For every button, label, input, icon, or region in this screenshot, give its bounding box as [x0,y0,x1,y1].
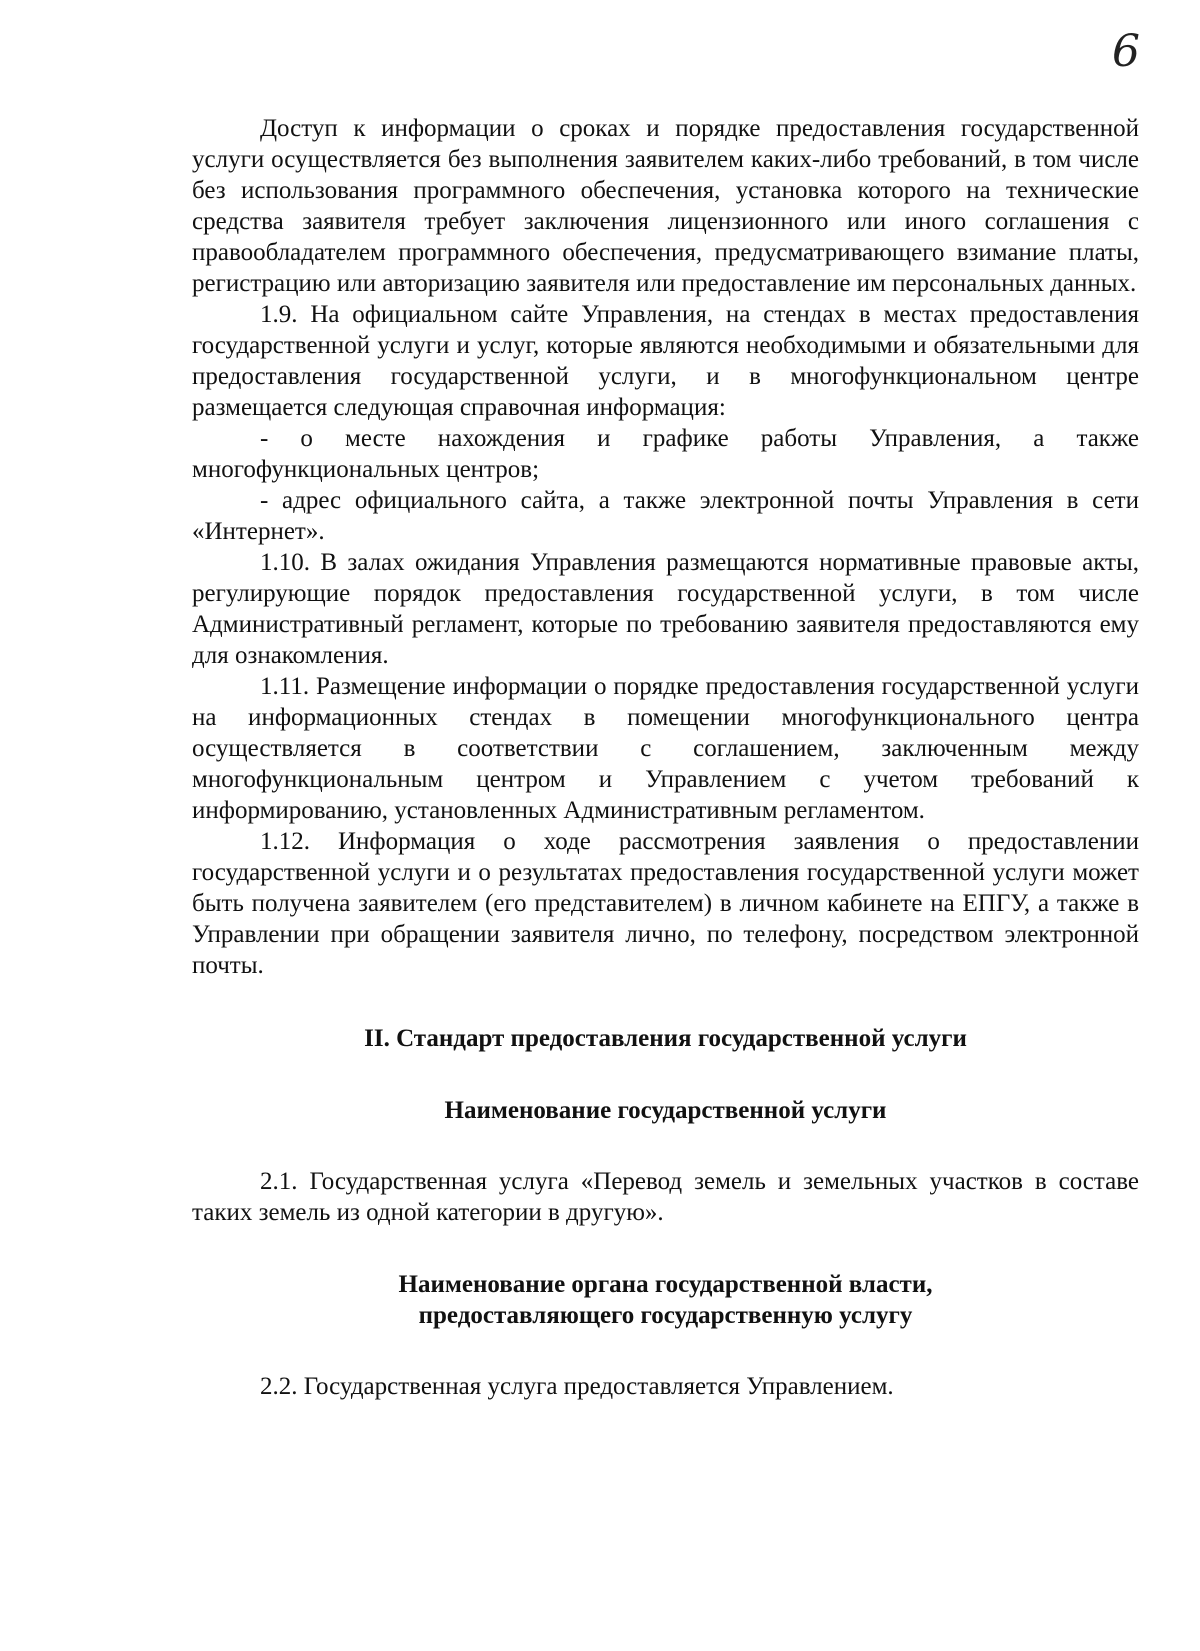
section-heading: II. Стандарт предоставления государственной услуги [364,1025,967,1052]
page-number: 6 [1112,26,1140,77]
paragraph-2-2: 2.2. Государственная услуга предоставляется Управлением. [260,1373,894,1400]
paragraph-1-11: 1.11. Размещение информации о порядке предоставления государственной услуги на информационных стендах в помещении многофункционального центра осуществляется в соответствии с соглашением, заключенным между многофункциональным центром и Управлением с учетом требований к информированию, установленных Административным регламентом. [192,673,1139,824]
paragraph-access-info: Доступ к информации о сроках и порядке предоставления государственной услуги осуществляется без выполнения заявителем каких-либо требований, в том числе без использования программного обеспечения, установка которого на технические средства заявителя требует заключения лицензионного или иного соглашения с правообладателем программного обеспечения, предусматривающего взимание платы, регистрацию или авторизацию заявителя или предоставление им персональных данных. [192,115,1139,297]
paragraph-1-12: 1.12. Информация о ходе рассмотрения заявления о предоставлении государственной услуги и о результатах предоставления государственной услуги может быть получена заявителем (его представителем) в личном кабинете на ЕПГУ, а также в Управлении при обращении заявителя лично, по телефону, посредством электронной почты. [192,828,1139,979]
paragraph-2-1: 2.1. Государственная услуга «Перевод земель и земельных участков в составе таких земель из одной категории в другую». [192,1168,1139,1226]
paragraph-1-10: 1.10. В залах ожидания Управления размещаются нормативные правовые акты, регулирующие порядок предоставления государственной услуги, в том числе Административный регламент, которые по требованию заявителя предоставляются ему для ознакомления. [192,549,1139,669]
paragraph-1-9: 1.9. На официальном сайте Управления, на стендах в местах предоставления государственной услуги и услуг, которые являются необходимыми и обязательными для предоставления государственной услуги, и в многофункциональном центре размещается следующая справочная информация: [192,301,1139,421]
subheading-authority-line-1: Наименование органа государственной власти, [398,1271,933,1298]
subheading-authority [192,1269,1139,1331]
subheading-service-name: Наименование государственной услуги [444,1097,887,1124]
subheading-authority-line-2: предоставляющего государственную услугу [418,1302,913,1329]
list-item-website: - адрес официального сайта, а также электронной почты Управления в сети «Интернет». [192,487,1139,545]
list-item-location: - о месте нахождения и графике работы Управления, а также многофункциональных центров; [192,425,1139,483]
document-body [192,113,1139,1402]
